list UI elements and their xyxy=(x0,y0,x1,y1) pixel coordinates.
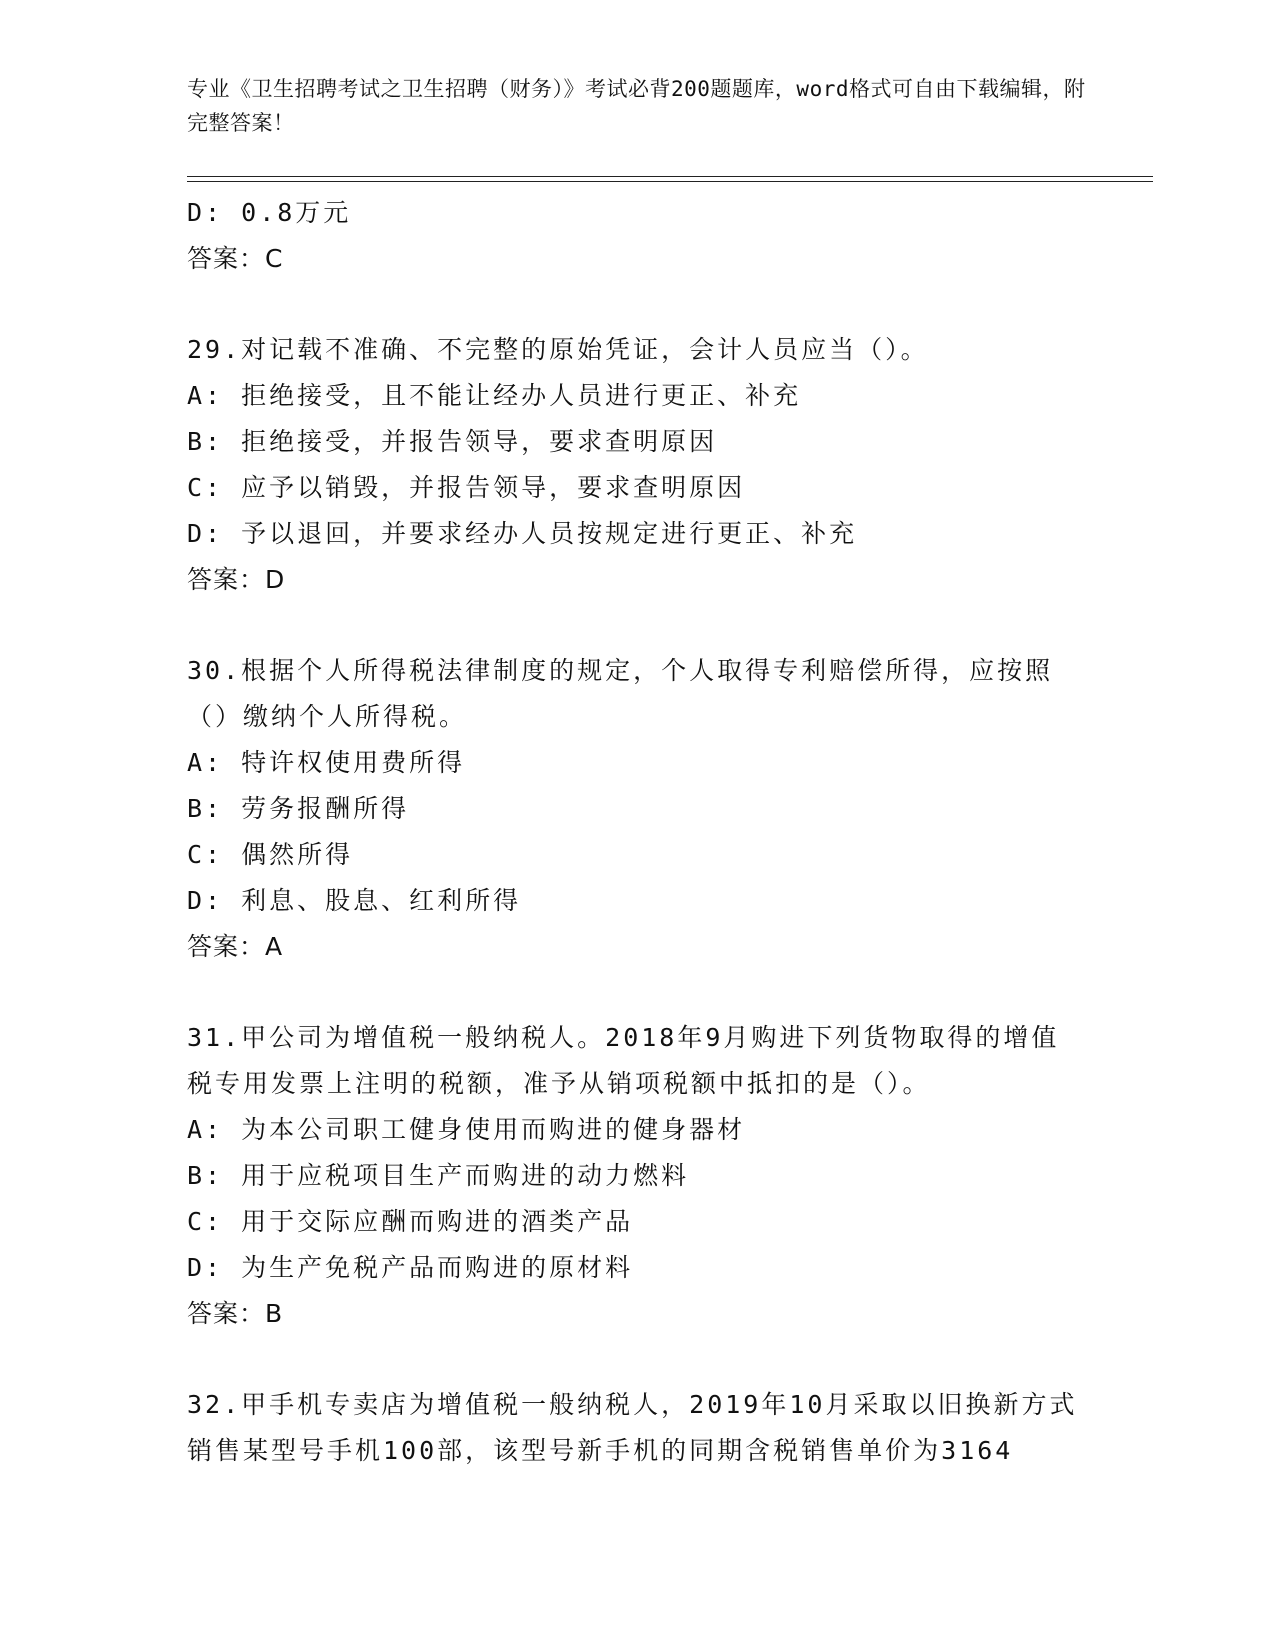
header-divider-bottom xyxy=(187,181,1153,182)
question-29 xyxy=(187,327,1087,603)
prev-option-d: D: 0.8万元 xyxy=(187,198,352,227)
option-a: A: 为本公司职工健身使用而购进的健身器材 xyxy=(187,1115,746,1144)
question-stem: 32.甲手机专卖店为增值税一般纳税人，2019年10月采取以旧换新方式销售某型号手机100部，该型号新手机的同期含税销售单价为3164 xyxy=(187,1390,1078,1465)
question-31 xyxy=(187,1015,1087,1337)
answer: 答案：A xyxy=(187,932,284,961)
option-b: B: 劳务报酬所得 xyxy=(187,794,410,823)
header-divider-top xyxy=(187,176,1153,177)
document-header: 专业《卫生招聘考试之卫生招聘（财务）》考试必背200题题库，word格式可自由下载编辑，附完整答案！ xyxy=(187,77,1086,135)
option-c: C: 用于交际应酬而购进的酒类产品 xyxy=(187,1207,634,1236)
question-stem: 29.对记载不准确、不完整的原始凭证，会计人员应当（）。 xyxy=(187,335,929,364)
option-d: D: 为生产免税产品而购进的原材料 xyxy=(187,1253,634,1282)
option-a: A: 拒绝接受，且不能让经办人员进行更正、补充 xyxy=(187,381,802,410)
option-c: C: 应予以销毁，并报告领导，要求查明原因 xyxy=(187,473,746,502)
option-b: B: 用于应税项目生产而购进的动力燃料 xyxy=(187,1161,690,1190)
option-c: C: 偶然所得 xyxy=(187,840,354,869)
prev-answer: 答案：C xyxy=(187,244,284,273)
question-stem: 31.甲公司为增值税一般纳税人。2018年9月购进下列货物取得的增值税专用发票上注明的税额，准予从销项税额中抵扣的是（）。 xyxy=(187,1023,1060,1098)
option-a: A: 特许权使用费所得 xyxy=(187,748,466,777)
question-30 xyxy=(187,648,1087,970)
option-d: D: 利息、股息、红利所得 xyxy=(187,886,522,915)
answer: 答案：D xyxy=(187,565,286,594)
answer: 答案：B xyxy=(187,1299,284,1328)
option-b: B: 拒绝接受，并报告领导，要求查明原因 xyxy=(187,427,718,456)
document-body xyxy=(187,190,1087,1474)
question-stem: 30.根据个人所得税法律制度的规定，个人取得专利赔偿所得，应按照（）缴纳个人所得税。 xyxy=(187,656,1054,731)
question-32 xyxy=(187,1382,1087,1474)
option-d: D: 予以退回，并要求经办人员按规定进行更正、补充 xyxy=(187,519,858,548)
